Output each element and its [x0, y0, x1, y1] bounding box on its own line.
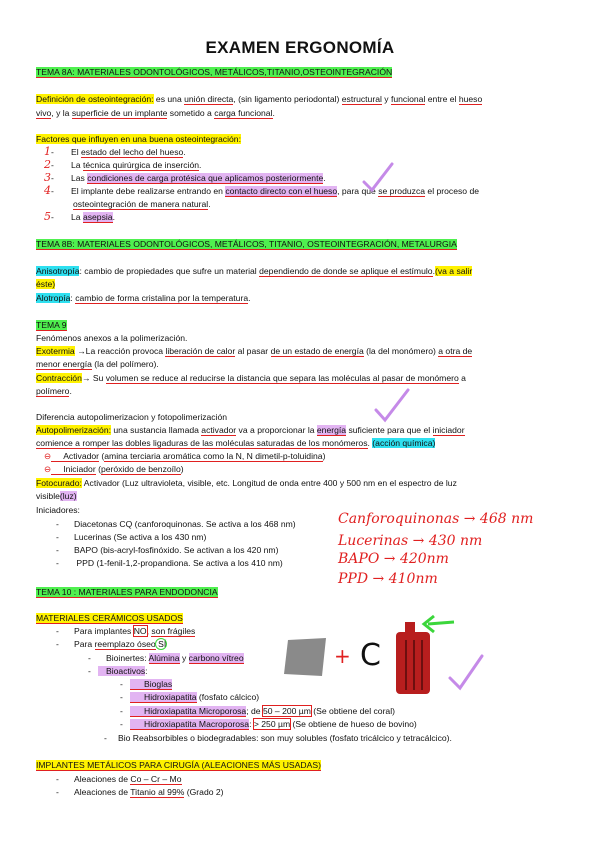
green-arrow-icon	[420, 612, 456, 634]
arrow-icon: →	[383, 551, 396, 567]
heading-text: TEMA 8B: MATERIALES ODONTOLÓGICOS, METÁLICOS, TITANIO, OSTEOINTEGRACIÓN, METALURGIA	[36, 239, 457, 249]
bioreabsorbibles-item: - Bio Reabsorbibles o biodegradables: son muy solubles (fosfato tricálcico y tetracálcico).	[104, 733, 452, 743]
text: NO	[133, 626, 147, 636]
text: volumen se reduce al reducirse la distancia que separa las moléculas al pasar de monómero	[105, 373, 459, 383]
factor-item-2: 2- La técnica quirúrgica de inserción.	[44, 158, 202, 171]
text: osteointegración de manera natural	[73, 199, 209, 209]
text: SÍ	[155, 639, 167, 649]
check-mark-annotation-icon	[446, 652, 486, 694]
iniciador-list-item: - BAPO (bis-acryl-fosfinóxido. Se activan a los 420 nm)	[56, 545, 279, 555]
text: condiciones de carga protésica que aplicamos posteriormente	[87, 173, 324, 183]
text: : son muy solubles (fosfato tricálcico y tetracálcico).	[256, 733, 452, 743]
text: Bioglas	[130, 679, 172, 690]
handwritten-number: 4	[44, 184, 51, 197]
reemplazo-item: - Para reemplazo óseo SÍ	[56, 639, 167, 649]
definition-label: Definición de osteointegración:	[36, 94, 154, 104]
text: BAPO	[338, 551, 380, 567]
text: asepsia	[82, 212, 113, 222]
activador-item	[44, 450, 325, 462]
text: .	[112, 212, 115, 222]
handwritten-number: 5	[44, 210, 51, 223]
text: 410nm	[388, 571, 438, 587]
text: > 250 µm	[253, 719, 291, 729]
text: va a proporcionar la	[236, 425, 317, 435]
text: .	[69, 386, 72, 396]
text: (	[99, 451, 105, 461]
text: una sustancia llamada	[111, 425, 202, 435]
metal-item-1: - Aleaciones de Co – Cr – Mo	[56, 774, 182, 784]
text: 430 nm	[428, 533, 483, 549]
text: .	[248, 293, 251, 303]
check-mark-annotation-icon	[372, 386, 412, 426]
text: el proceso de	[425, 186, 480, 196]
diferencia-title: Diferencia autopolimerizacion y fotopolimerización	[36, 412, 228, 422]
heading-text: TEMA 8A: MATERIALES ODONTOLÓGICOS, METÁLICOS,TITANIO,OSTEOINTEGRACIÓN	[36, 67, 393, 77]
section-heading-tema-9	[36, 319, 67, 331]
handwritten-note	[338, 551, 449, 567]
text: BAPO (bis-acryl-fosfinóxido. Se activan a los 420 nm)	[74, 545, 279, 555]
text: IMPLANTES METÁLICOS PARA CIRUGÍA (ALEACIONES MÁS USADAS)	[36, 760, 321, 770]
text: funcional	[390, 94, 426, 104]
text: suficiente para que el	[346, 425, 433, 435]
text: comience a romper las dobles ligaduras de las moléculas saturadas de los monómeros	[36, 438, 368, 448]
term-label: Alotropía	[36, 293, 71, 303]
text: → Su	[81, 373, 106, 383]
text: :	[249, 719, 254, 729]
text: son frágiles	[151, 626, 196, 636]
gray-square-sketch-icon	[282, 636, 330, 678]
text: →La reacción provoca	[74, 346, 166, 356]
text: 50 – 200 µm	[262, 706, 311, 716]
implantes-item: - Para implantes NO, son frágiles	[56, 626, 196, 636]
text: sometido a	[167, 108, 215, 118]
fenomenos-intro: Fenómenos anexos a la polimerización.	[36, 333, 188, 343]
text: reemplazo óseo	[94, 639, 156, 649]
text: Aleaciones de	[74, 787, 131, 797]
text: superficie de un implante	[71, 108, 168, 118]
section-heading-tema-8a	[36, 66, 392, 78]
text: vivo	[36, 108, 52, 118]
term-label: Exotermia	[36, 346, 75, 356]
factors-label	[36, 133, 241, 145]
text: (la del monómero)	[363, 346, 439, 356]
term-label: Contracción	[36, 373, 82, 383]
hidroxiapatita-macro-item: - Hidroxiapatita Macroporosa: > 250 µm (Se obtiene de hueso de bovino)	[120, 719, 417, 729]
bioactivos-item: - Bioactivos:	[88, 666, 148, 676]
circled-dash-icon: ⊖	[44, 464, 52, 474]
text: Lucerinas (Se activa a los 430 nm)	[74, 532, 207, 542]
text: activador	[201, 425, 237, 435]
text: Activador	[51, 451, 99, 462]
text: carbono vítreo	[188, 653, 244, 663]
fotocurado-line-2	[36, 490, 77, 502]
text: (Se obtiene de hueso de bovino)	[290, 719, 417, 729]
heading-text: TEMA 10 : MATERIALES PARA ENDODONCIA	[36, 587, 218, 597]
text: Hidroxiapatita	[130, 692, 197, 703]
exotermia-line-2	[36, 358, 159, 370]
factor-item-4: 4- El implante debe realizarse entrando en contacto directo con el hueso, para que se produzca el proceso de	[44, 184, 480, 197]
text: Titanio al 99%	[130, 787, 185, 797]
exotermia-line-1	[36, 345, 472, 357]
term-label: Autopolimerización:	[36, 425, 111, 435]
text: Las	[71, 173, 88, 183]
text: unión directa	[184, 94, 234, 104]
anisotropia-line-2	[36, 278, 55, 290]
contraccion-line-2	[36, 385, 72, 397]
text: 468 nm	[479, 511, 534, 527]
text: liberación de calor	[165, 346, 236, 356]
arrow-icon: →	[412, 533, 425, 549]
text: 420nm	[399, 551, 449, 567]
ceramicos-label	[36, 612, 183, 624]
plus-sign: +	[334, 644, 351, 668]
text: Diacetonas CQ (canforoquinonas. Se activa a los 468 nm)	[74, 519, 296, 529]
iniciador-list-item: - PPD (1-fenil-1,2-propandiona. Se activa a los 410 nm)	[56, 558, 283, 568]
factor-item-5: 5- La asepsia.	[44, 210, 115, 223]
text: El	[71, 147, 82, 157]
definition-line-1	[36, 93, 482, 105]
text: MATERIALES CERÁMICOS USADOS	[36, 613, 183, 623]
handwritten-note	[338, 511, 533, 527]
text: a	[458, 373, 466, 383]
fotocurado-line-1	[36, 477, 457, 489]
text: peróxido de benzoílo	[100, 464, 181, 474]
text: Co – Cr – Mo	[130, 774, 182, 784]
alotropia-line	[36, 292, 251, 304]
definition-line-2	[36, 107, 275, 119]
factor-item-3: 3- Las condiciones de carga protésica que aplicamos posteriormente.	[44, 171, 326, 184]
iniciador-list-item: - Diacetonas CQ (canforoquinonas. Se activa a los 468 nm)	[56, 519, 296, 529]
factor-item-4-cont	[73, 198, 211, 210]
handwritten-note	[338, 571, 438, 587]
iniciador-item	[44, 463, 184, 475]
handwritten-number: 2	[44, 158, 51, 171]
text: (Se obtiene del coral)	[310, 706, 395, 716]
text: )	[180, 464, 184, 474]
text: .	[199, 160, 202, 170]
text: :	[70, 293, 76, 303]
text: energía	[316, 425, 347, 435]
text: Iniciador	[51, 464, 95, 475]
text: (Grado 2)	[184, 787, 224, 797]
hidroxiapatita-micro-item: - Hidroxiapatita Microporosa; de 50 – 200 µm (Se obtiene del coral)	[120, 706, 395, 716]
text: hueso	[458, 94, 483, 104]
text: :	[145, 666, 148, 676]
text: iniciador	[432, 425, 465, 435]
text: a otra de	[438, 346, 473, 356]
text: estado del lecho del hueso	[81, 147, 184, 157]
text: carga funcional	[214, 108, 273, 118]
text: cambio de forma cristalina por la temperatura	[75, 293, 249, 303]
text: La	[71, 160, 83, 170]
text: )	[322, 451, 326, 461]
metal-item-2: - Aleaciones de Titanio al 99% (Grado 2)	[56, 787, 224, 797]
text: éste)	[36, 279, 56, 289]
text: .	[208, 199, 211, 209]
text: y	[179, 653, 189, 663]
factor-item-1: 1- El estado del lecho del hueso.	[44, 145, 186, 158]
section-heading-tema-8b	[36, 238, 457, 250]
autopolimerizacion-line-1	[36, 424, 465, 436]
text: entre el	[425, 94, 459, 104]
text: es una	[153, 94, 185, 104]
text: Factores que influyen en una buena osteointegración:	[36, 134, 241, 144]
text: Canforoquinonas	[338, 511, 460, 527]
text: Hidroxiapatita Macroporosa	[130, 719, 249, 730]
text: Bio Reabsorbibles o biodegradables	[118, 733, 257, 743]
text: Alúmina	[148, 653, 180, 663]
handwritten-number: 1	[44, 145, 51, 158]
text: Bioinertes:	[106, 653, 149, 663]
heading-text: TEMA 9	[36, 320, 67, 330]
text: PPD	[338, 571, 369, 587]
hidroxiapatita-item: - Hidroxiapatita (fosfato cálcico)	[120, 692, 260, 702]
metalicos-heading	[36, 759, 321, 771]
text: se produzca	[378, 186, 426, 196]
text: visible	[36, 491, 60, 501]
text: dependiendo de donde se aplique el estímulo	[259, 266, 433, 276]
text: técnica quirúrgica de inserción	[82, 160, 200, 170]
autopolimerizacion-line-2	[36, 437, 435, 449]
text: Aleaciones de	[74, 774, 131, 784]
text: Activador (Luz ultravioleta, visible, etc. Longitud de onda entre 400 y 500 nm en el espectro de luz	[81, 478, 457, 488]
text: ; de	[246, 706, 263, 716]
text: (la del polímero).	[91, 359, 159, 369]
page-title: EXAMEN ERGONOMÍA	[205, 38, 395, 57]
term-label: Fotocurado:	[36, 478, 82, 488]
arrow-icon: →	[463, 511, 476, 527]
text: (fosfato cálcico)	[196, 692, 260, 702]
text: estructural	[341, 94, 382, 104]
contraccion-line-1	[36, 372, 466, 384]
text: , para que	[337, 186, 379, 196]
text: El	[71, 186, 82, 196]
text: polímero	[36, 386, 70, 396]
iniciador-list-item: - Lucerinas (Se activa a los 430 nm)	[56, 532, 207, 542]
text: .	[323, 173, 326, 183]
text: (va a salir	[434, 266, 473, 276]
check-mark-annotation-icon	[360, 160, 396, 196]
text: Para	[74, 639, 95, 649]
iniciadores-label: Iniciadores:	[36, 505, 80, 515]
text: amina terciaria aromática como la N, N dimetil-p-toluidina	[104, 451, 323, 461]
text: (	[95, 464, 101, 474]
text: , (sin ligamento periodontal)	[233, 94, 342, 104]
text: menor energía	[36, 359, 92, 369]
text: (acción química)	[372, 438, 436, 448]
text: Lucerinas	[338, 533, 409, 549]
text: (luz)	[59, 491, 77, 501]
text: ,	[146, 626, 152, 636]
text: .	[432, 266, 435, 276]
text: Bioactivos	[98, 666, 145, 676]
anisotropia-line-1	[36, 265, 472, 277]
handwritten-number: 3	[44, 171, 51, 184]
text: implante debe realizarse entrando en	[81, 186, 226, 196]
term-label: Anisotropía	[36, 266, 80, 276]
carbon-letter: C	[360, 638, 381, 673]
arrow-icon: →	[372, 571, 385, 587]
text: .	[367, 438, 373, 448]
text: al pasar	[235, 346, 271, 356]
text: .	[183, 147, 186, 157]
text: : cambio de propiedades que sufre un material	[79, 266, 260, 276]
text: contacto directo con el hueso	[225, 186, 338, 196]
text: .	[272, 108, 275, 118]
text: , y la	[51, 108, 72, 118]
text: PPD (1-fenil-1,2-propandiona. Se activa a los 410 nm)	[74, 558, 283, 568]
circled-dash-icon: ⊖	[44, 451, 52, 461]
bioinertes-item: - Bioinertes: Alúmina y carbono vítreo	[88, 653, 244, 663]
text: de un estado de energía	[270, 346, 364, 356]
text: La	[71, 212, 83, 222]
text: y	[381, 94, 391, 104]
handwritten-note	[338, 533, 482, 549]
text: Para implantes	[74, 626, 134, 636]
section-heading-tema-10	[36, 586, 218, 598]
text: Hidroxiapatita Microporosa	[130, 706, 246, 717]
bioglas-item: - Bioglas	[120, 679, 173, 689]
